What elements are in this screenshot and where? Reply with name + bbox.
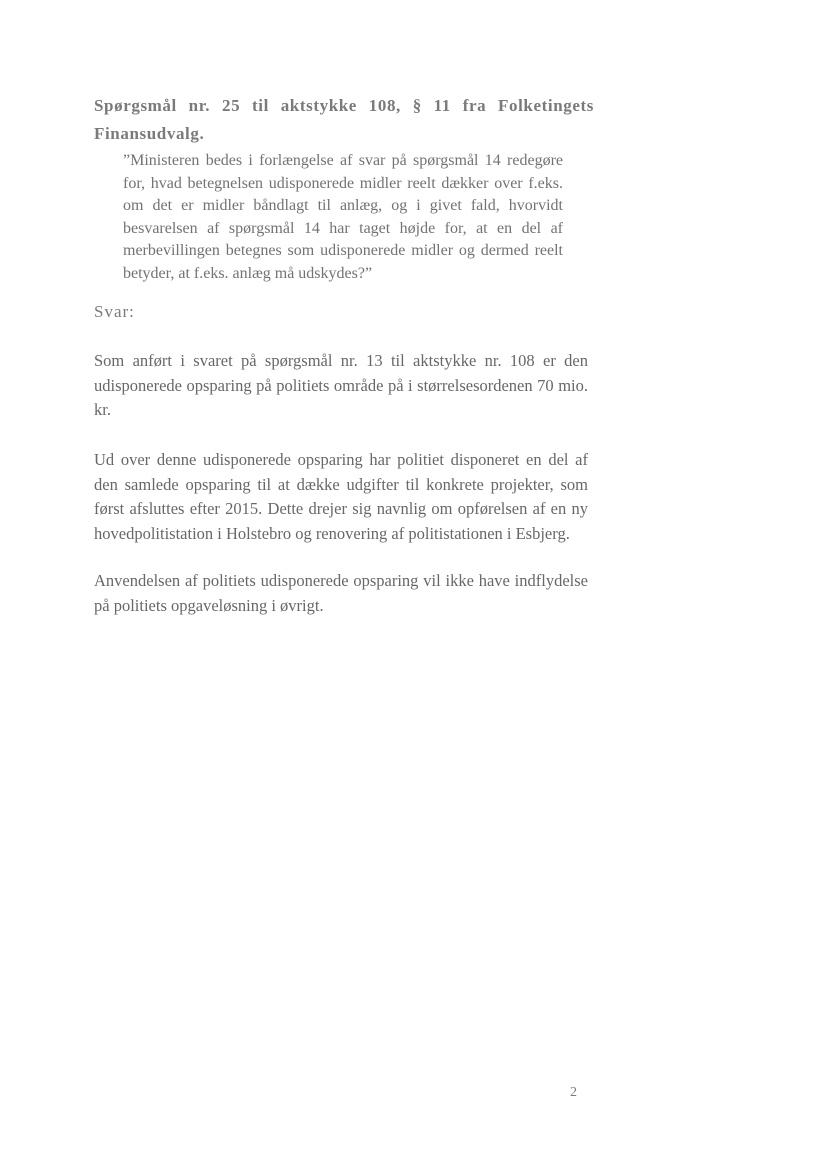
answer-paragraph-1: Som anført i svaret på spørgsmål nr. 13 til aktstykke nr. 108 er den udisponerede opsparing på politiets område på i størrelsesordenen 70 mio. kr. [94, 351, 588, 419]
answer-paragraph-3: Anvendelsen af politiets udisponerede opsparing vil ikke have indflydelse på politiets opgaveløsning i øvrigt. [94, 571, 588, 615]
answer-paragraph-2: Ud over denne udisponerede opsparing har politiet disponeret en del af den samlede opsparing til at dække udgifter til konkrete projekter, som først afsluttes efter 2015. Dette drejer sig navnlig om opførelsen af en ny hovedpolitistation i Holstebro og renovering af politistationen i Esbjerg. [94, 450, 588, 543]
question-quote: ”Ministeren bedes i forlængelse af svar på spørgsmål 14 redegøre for, hvad betegnelsen udisponerede midler reelt dækker over f.eks. om det er midler båndlagt til anlæg, og i givet fald, hvorvidt besvarelsen af spørgsmål 14 har taget højde for, at en del af merbevillingen betegnes som udisponerede midler og dermed reelt betyder, at f.eks. anlæg må udskydes?” [123, 152, 563, 282]
question-heading: Spørgsmål nr. 25 til aktstykke 108, § 11 fra Folketingets Finansudvalg. [94, 96, 594, 143]
page-number: 2 [570, 1085, 577, 1100]
answer-label: Svar: [94, 302, 135, 321]
